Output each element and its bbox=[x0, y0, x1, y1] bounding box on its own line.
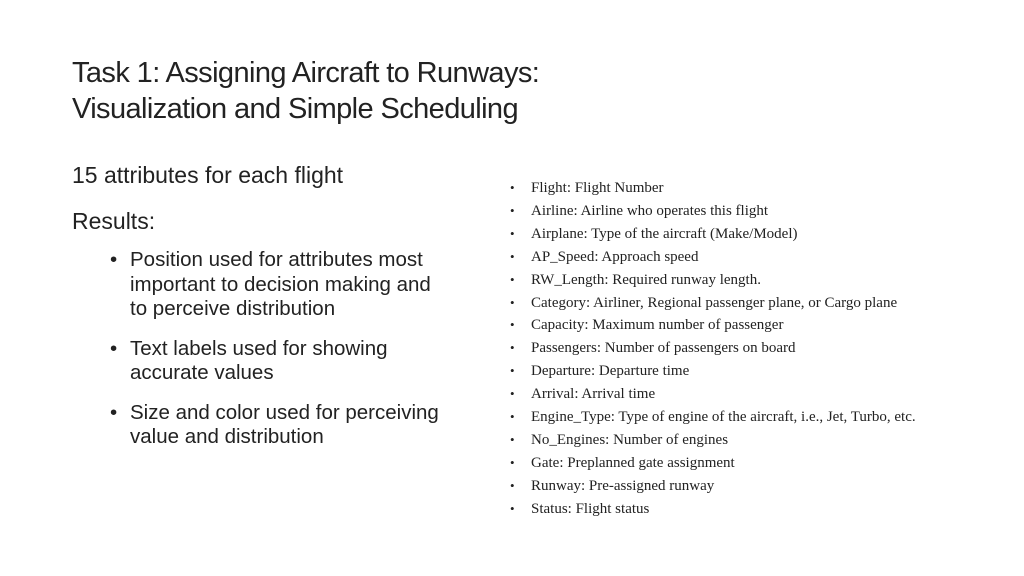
attribute-count-text: 15 attributes for each flight bbox=[72, 162, 344, 188]
results-bullet-text: Position used for attributes most important to decision making and to perceive distribution bbox=[130, 248, 431, 320]
attribute-item bbox=[510, 475, 1010, 498]
attribute-item bbox=[510, 223, 1010, 246]
bullet-icon: • bbox=[510, 500, 515, 516]
attribute-text: Engine_Type: Type of engine of the aircraft, i.e., Jet, Turbo, etc. bbox=[531, 409, 916, 426]
bullet-icon: • bbox=[510, 180, 515, 195]
attribute-text: Flight: Flight Number bbox=[531, 180, 664, 196]
bullet-icon: • bbox=[110, 336, 118, 360]
bullet-icon: • bbox=[510, 294, 515, 310]
bullet-icon: • bbox=[510, 271, 515, 287]
attribute-text: Airline: Airline who operates this flight bbox=[531, 202, 769, 219]
bullet-icon: • bbox=[110, 400, 118, 424]
attribute-text: AP_Speed: Approach speed bbox=[531, 248, 699, 265]
slide-title-line-2: Visualization and Simple Scheduling bbox=[72, 93, 518, 125]
attribute-text: Airplane: Type of the aircraft (Make/Model) bbox=[531, 225, 798, 242]
attribute-text: No_Engines: Number of engines bbox=[531, 431, 729, 448]
bullet-icon: • bbox=[110, 248, 118, 271]
bullet-icon: • bbox=[510, 340, 515, 356]
flight-attribute-list bbox=[510, 177, 1010, 521]
attribute-text: Capacity: Maximum number of passenger bbox=[531, 317, 784, 334]
attribute-item bbox=[510, 177, 1010, 200]
slide-title bbox=[72, 55, 972, 127]
attribute-item bbox=[510, 406, 1010, 429]
bullet-icon: • bbox=[510, 477, 515, 493]
summary-column bbox=[72, 160, 452, 465]
bullet-icon: • bbox=[510, 386, 515, 402]
attribute-text: Category: Airliner, Regional passenger plane, or Cargo plane bbox=[531, 294, 898, 311]
attribute-text: RW_Length: Required runway length. bbox=[531, 271, 761, 288]
results-bullet-text: Size and color used for perceiving value and distribution bbox=[130, 400, 439, 448]
bullet-icon: • bbox=[510, 317, 515, 333]
bullet-icon: • bbox=[510, 454, 515, 470]
bullet-icon: • bbox=[510, 248, 515, 264]
bullet-icon: • bbox=[510, 363, 515, 379]
attribute-item bbox=[510, 200, 1010, 223]
attribute-item bbox=[510, 429, 1010, 452]
results-list bbox=[72, 248, 452, 450]
bullet-icon: • bbox=[510, 409, 515, 425]
attribute-item bbox=[510, 383, 1010, 406]
attribute-item bbox=[510, 292, 1010, 315]
attribute-text: Passengers: Number of passengers on board bbox=[531, 340, 796, 357]
attribute-text: Departure: Departure time bbox=[531, 363, 690, 380]
bullet-icon: • bbox=[510, 202, 515, 218]
results-bullet-item bbox=[108, 401, 452, 450]
attribute-text: Arrival: Arrival time bbox=[531, 386, 656, 403]
attribute-text: Runway: Pre-assigned runway bbox=[531, 477, 715, 494]
results-heading: Results: bbox=[72, 208, 156, 234]
attribute-text: Status: Flight status bbox=[531, 500, 650, 517]
results-bullet-text: Text labels used for showing accurate values bbox=[130, 336, 388, 384]
bullet-icon: • bbox=[510, 431, 515, 447]
attribute-item bbox=[510, 314, 1010, 337]
attribute-text: Gate: Preplanned gate assignment bbox=[531, 454, 735, 471]
attribute-item bbox=[510, 337, 1010, 360]
slide-title-line-1: Task 1: Assigning Aircraft to Runways: bbox=[72, 57, 540, 89]
results-bullet-item bbox=[108, 248, 452, 322]
results-bullet-item bbox=[108, 337, 452, 386]
attribute-item bbox=[510, 246, 1010, 269]
attribute-item bbox=[510, 498, 1010, 521]
attribute-item bbox=[510, 269, 1010, 292]
bullet-icon: • bbox=[510, 225, 515, 241]
attribute-item bbox=[510, 452, 1010, 475]
attribute-item bbox=[510, 360, 1010, 383]
